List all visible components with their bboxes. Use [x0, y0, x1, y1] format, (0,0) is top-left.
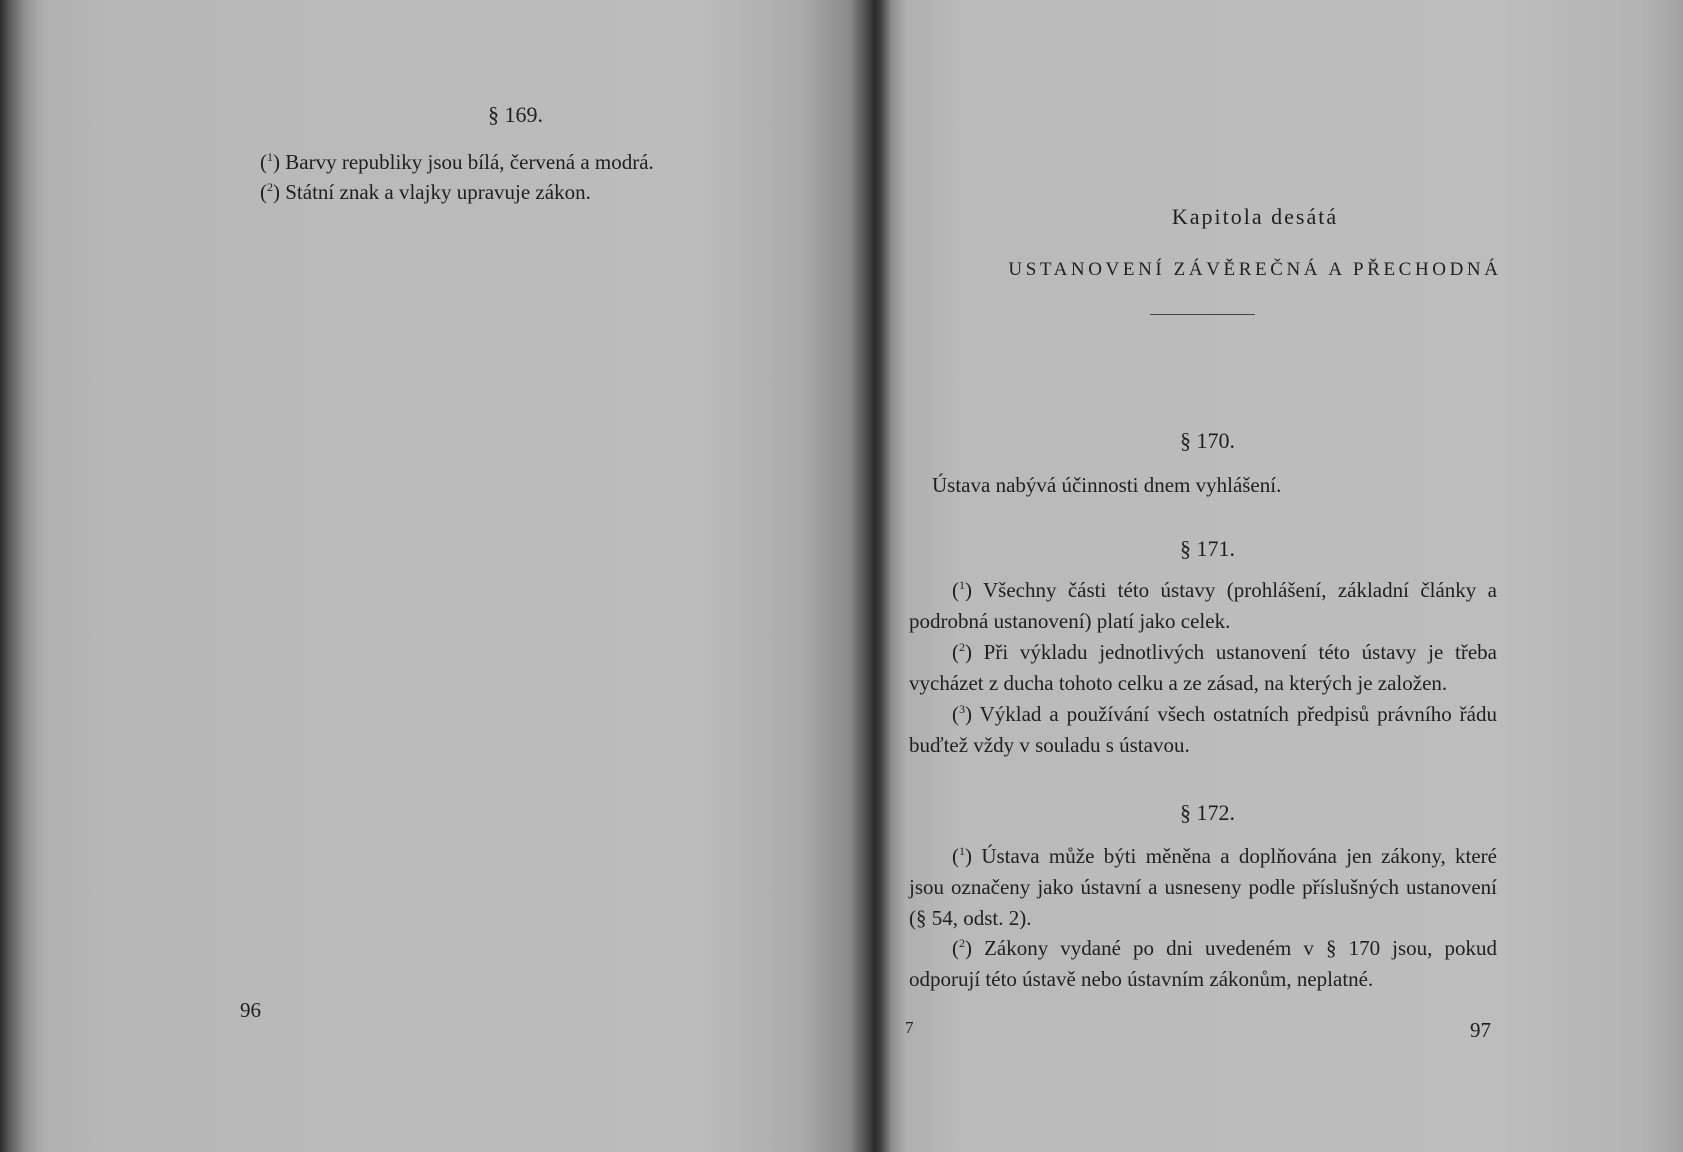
paragraph-number: 1 — [959, 844, 965, 858]
section-171-paragraph-1: ($^1$) Všechny části této ústavy (prohlášení, základní články a podrobná ustanovení) platí jako celek. — [909, 578, 1497, 633]
paragraph-number: 3 — [959, 702, 965, 716]
section-170-text: Ústava nabývá účinnosti dnem vyhlášení. — [932, 473, 1282, 497]
section-172-paragraph-2: ($^2$) Zákony vydané po dni uvedeném v § 170 jsou, pokud odporují této ústavě nebo ústavním zákonům, neplatné. — [909, 936, 1497, 991]
signature-mark: 7 — [905, 1018, 914, 1037]
chapter-subtitle: USTANOVENÍ ZÁVĚREČNÁ A PŘECHODNÁ — [1008, 259, 1502, 280]
right-page — [880, 0, 1683, 1152]
chapter-title: Kapitola desátá — [1171, 204, 1339, 229]
paragraph-text: Všechny části této ústavy (prohlášení, základní články a podrobná ustanovení) platí jako celek. — [909, 578, 1497, 633]
paragraph-number: 2 — [959, 640, 965, 654]
section-171-heading: § 171. — [1180, 536, 1235, 561]
paragraph-text: Ústava může býti měněna a doplňována jen zákony, které jsou označeny jako ústavní a usneseny podle příslušných ustanovení (§ 54, odst. 2). — [909, 844, 1497, 930]
left-page-number: 96 — [240, 998, 261, 1022]
section-170-heading: § 170. — [1180, 428, 1235, 453]
section-169-heading: § 169. — [488, 102, 543, 127]
section-172-heading: § 172. — [1180, 800, 1235, 825]
paragraph-text: Při výkladu jednotlivých ustanovení této ústavy je třeba vycházet z ducha tohoto celku a ze zásad, na kterých je založen. — [909, 640, 1497, 695]
right-page-number: 97 — [1470, 1018, 1491, 1042]
paragraph-text: Státní znak a vlajky upravuje zákon. — [285, 180, 591, 204]
paragraph-text: Výklad a používání všech ostatních předpisů právního řádu buďtež vždy v souladu s ústavou. — [909, 702, 1497, 757]
section-171-paragraph-2: ($^2$) Při výkladu jednotlivých ustanovení této ústavy je třeba vycházet z ducha tohoto celku a ze zásad, na kterých je založen. — [909, 640, 1497, 695]
paragraph-text: Barvy republiky jsou bílá, červená a modrá. — [285, 150, 654, 174]
paragraph-number: 2 — [267, 180, 273, 194]
paragraph-number: 1 — [959, 578, 965, 592]
section-169-paragraph-2: ($^2$) Státní znak a vlajky upravuje zákon. — [260, 180, 591, 204]
section-171-paragraph-3: ($^3$) Výklad a používání všech ostatních předpisů právního řádu buďtež vždy v souladu s ústavou. — [909, 702, 1497, 757]
section-172-paragraph-1: ($^1$) Ústava může býti měněna a doplňována jen zákony, které jsou označeny jako ústavní a usneseny podle příslušných ustanovení (§ 54, odst. 2). — [909, 844, 1497, 930]
paragraph-text: Zákony vydané po dni uvedeném v § 170 jsou, pokud odporují této ústavě nebo ústavním zákonům, neplatné. — [909, 936, 1497, 991]
paragraph-number: 1 — [267, 150, 273, 164]
chapter-divider — [1150, 314, 1255, 315]
paragraph-number: 2 — [959, 936, 965, 950]
section-169-paragraph-1: ($^1$) Barvy republiky jsou bílá, červená a modrá. — [260, 150, 654, 174]
